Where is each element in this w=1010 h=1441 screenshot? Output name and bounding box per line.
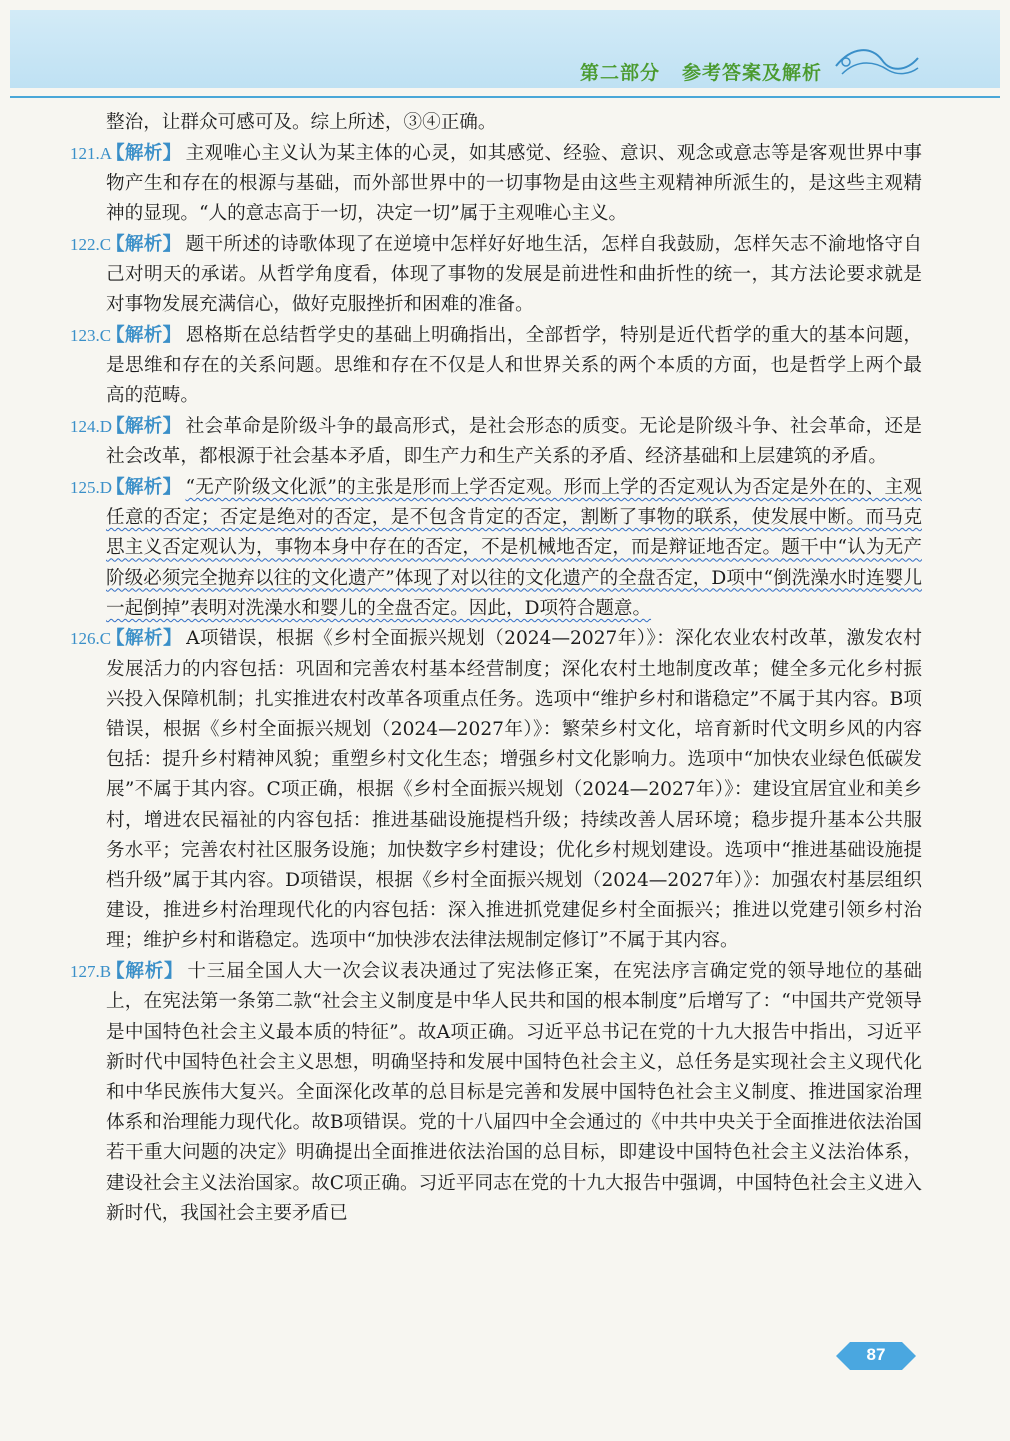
analysis-tag: 【解析】: [106, 416, 182, 438]
answer-entry: [70, 139, 922, 230]
analysis-tag: 【解析】: [106, 961, 184, 983]
analysis-tag: 【解析】: [106, 476, 182, 498]
header-rule: [10, 96, 1000, 98]
answer-number: 126.C: [70, 629, 112, 649]
header-title: 参考答案及解析: [682, 62, 823, 84]
answer-text: 十三届全国人大一次会议表决通过了宪法修正案，在宪法序言确定党的领导地位的基础上，在宪法第一条第二款“社会主义制度是中华人民共和国的根本制度”后增写了：“中国共产党领导是中国特色社会主义最本质的特征”。故A项正确。习近平总书记在党的十九大报告中指出，习近平新时代中国特色社会主义思想，明确坚持和发展中国特色社会主义，总任务是实现社会主义现代化和中华民族伟大复兴。全面深化改革的总目标是完善和发展中国特色社会主义制度、推进国家治理体系和治理能力现代化。故B项错误。党的十八届四中全会通过的《中共中央关于全面推进依法治国若干重大问题的决定》明确提出全面推进依法治国的总目标，即建设中国特色社会主义法治体系，建设社会主义法治国家。故C项正确。习近平同志在党的十九大报告中强调，中国特色社会主义进入新时代，我国社会主要矛盾已: [106, 961, 922, 1224]
answer-entry: [70, 412, 922, 472]
answer-text: A项错误，根据《乡村全面振兴规划（2024—2027年）》：深化农业农村改革，激发农村发展活力的内容包括：巩固和完善农村基本经营制度；深化农村土地制度改革；健全多元化乡村振兴投入保障机制；扎实推进农村改革各项重点任务。选项中“维护乡村和谐稳定”不属于其内容。B项错误，根据《乡村全面振兴规划（2024—2027年）》：繁荣乡村文化，培育新时代文明乡风的内容包括：提升乡村精神风貌；重塑乡村文化生态；增强乡村文化影响力。选项中“加快农业绿色低碳发展”不属于其内容。C项正确，根据《乡村全面振兴规划（2024—2027年）》：建设宜居宜业和美乡村，增进农民福祉的内容包括：推进基础设施提档升级；持续改善人居环境；稳步提升基本公共服务水平；完善农村社区服务设施；加快数字乡村建设；优化乡村规划建设。选项中“推进基础设施提档升级”属于其内容。D项错误，根据《乡村全面振兴规划（2024—2027年）》：加强农村基层组织建设，推进乡村治理现代化的内容包括：深入推进抓党建促乡村全面振兴；推进以党建引领乡村治理；维护乡村和谐稳定。选项中“加快涉农法律法规制定修订”不属于其内容。: [106, 628, 922, 952]
page-number: 87: [866, 1345, 886, 1364]
flourish-ornament-icon: [832, 44, 922, 84]
lead-paragraph: [70, 108, 922, 138]
answer-entry: [70, 473, 922, 624]
answer-number: 124.D: [70, 417, 113, 437]
analysis-tag: 【解析】: [106, 142, 182, 164]
answer-entry: [70, 624, 922, 956]
analysis-tag: 【解析】: [106, 233, 182, 255]
answer-text-underlined: “无产阶级文化派”的主张是形而上学否定观。形而上学的否定观认为否定是外在的、主观任意的否定；否定是绝对的否定，是不包含肯定的否定，割断了事物的联系，使发展中断。而马克思主义否定观认为，事物本身中存在的否定，不是机械地否定，而是辩证地否定。题干中“认为无产阶级必须完全抛弃以往的文化遗产”体现了对以往的文化遗产的全盘否定，D项中“倒洗澡水时连婴儿一起倒掉”表明对洗澡水和婴儿的全盘否定。因此，D项符合题意。: [106, 476, 922, 619]
section-header: [580, 58, 822, 85]
answer-text: 恩格斯在总结哲学史的基础上明确指出，全部哲学，特别是近代哲学的重大的基本问题，是思维和存在的关系问题。思维和存在不仅是人和世界关系的两个本质的方面，也是哲学上两个最高的范畴。: [106, 324, 922, 407]
answer-number: 121.A: [70, 143, 113, 163]
analysis-tag: 【解析】: [106, 324, 182, 346]
lead-text: 整治，让群众可感可及。综上所述，③④正确。: [106, 112, 497, 133]
answer-text: 社会革命是阶级斗争的最高形式，是社会形态的质变。无论是阶级斗争、社会革命，还是社会改革，都根源于社会基本矛盾，即生产力和生产关系的矛盾、经济基础和上层建筑的矛盾。: [106, 416, 922, 468]
answer-content: [70, 108, 922, 1230]
answer-entry: [70, 321, 922, 412]
answer-text: 主观唯心主义认为某主体的心灵，如其感觉、经验、意识、观念或意志等是客观世界中事物产生和存在的根源与基础，而外部世界中的一切事物是由这些主观精神所派生的，是这些主观精神的显现。“人的意志高于一切，决定一切”属于主观唯心主义。: [106, 142, 922, 225]
analysis-tag: 【解析】: [106, 628, 183, 650]
answer-entry: [70, 957, 922, 1229]
answer-number: 122.C: [70, 234, 112, 254]
answer-number: 127.B: [70, 962, 112, 982]
answer-text: 题干所述的诗歌体现了在逆境中怎样好好地生活，怎样自我鼓励，怎样矢志不渝地恪守自己对明天的承诺。从哲学角度看，体现了事物的发展是前进性和曲折性的统一，其方法论要求就是对事物发展充满信心，做好克服挫折和困难的准备。: [106, 233, 922, 316]
answer-entry: [70, 230, 922, 321]
answer-number: 123.C: [70, 325, 112, 345]
answer-number: 125.D: [70, 477, 113, 497]
header-part: 第二部分: [580, 62, 661, 84]
